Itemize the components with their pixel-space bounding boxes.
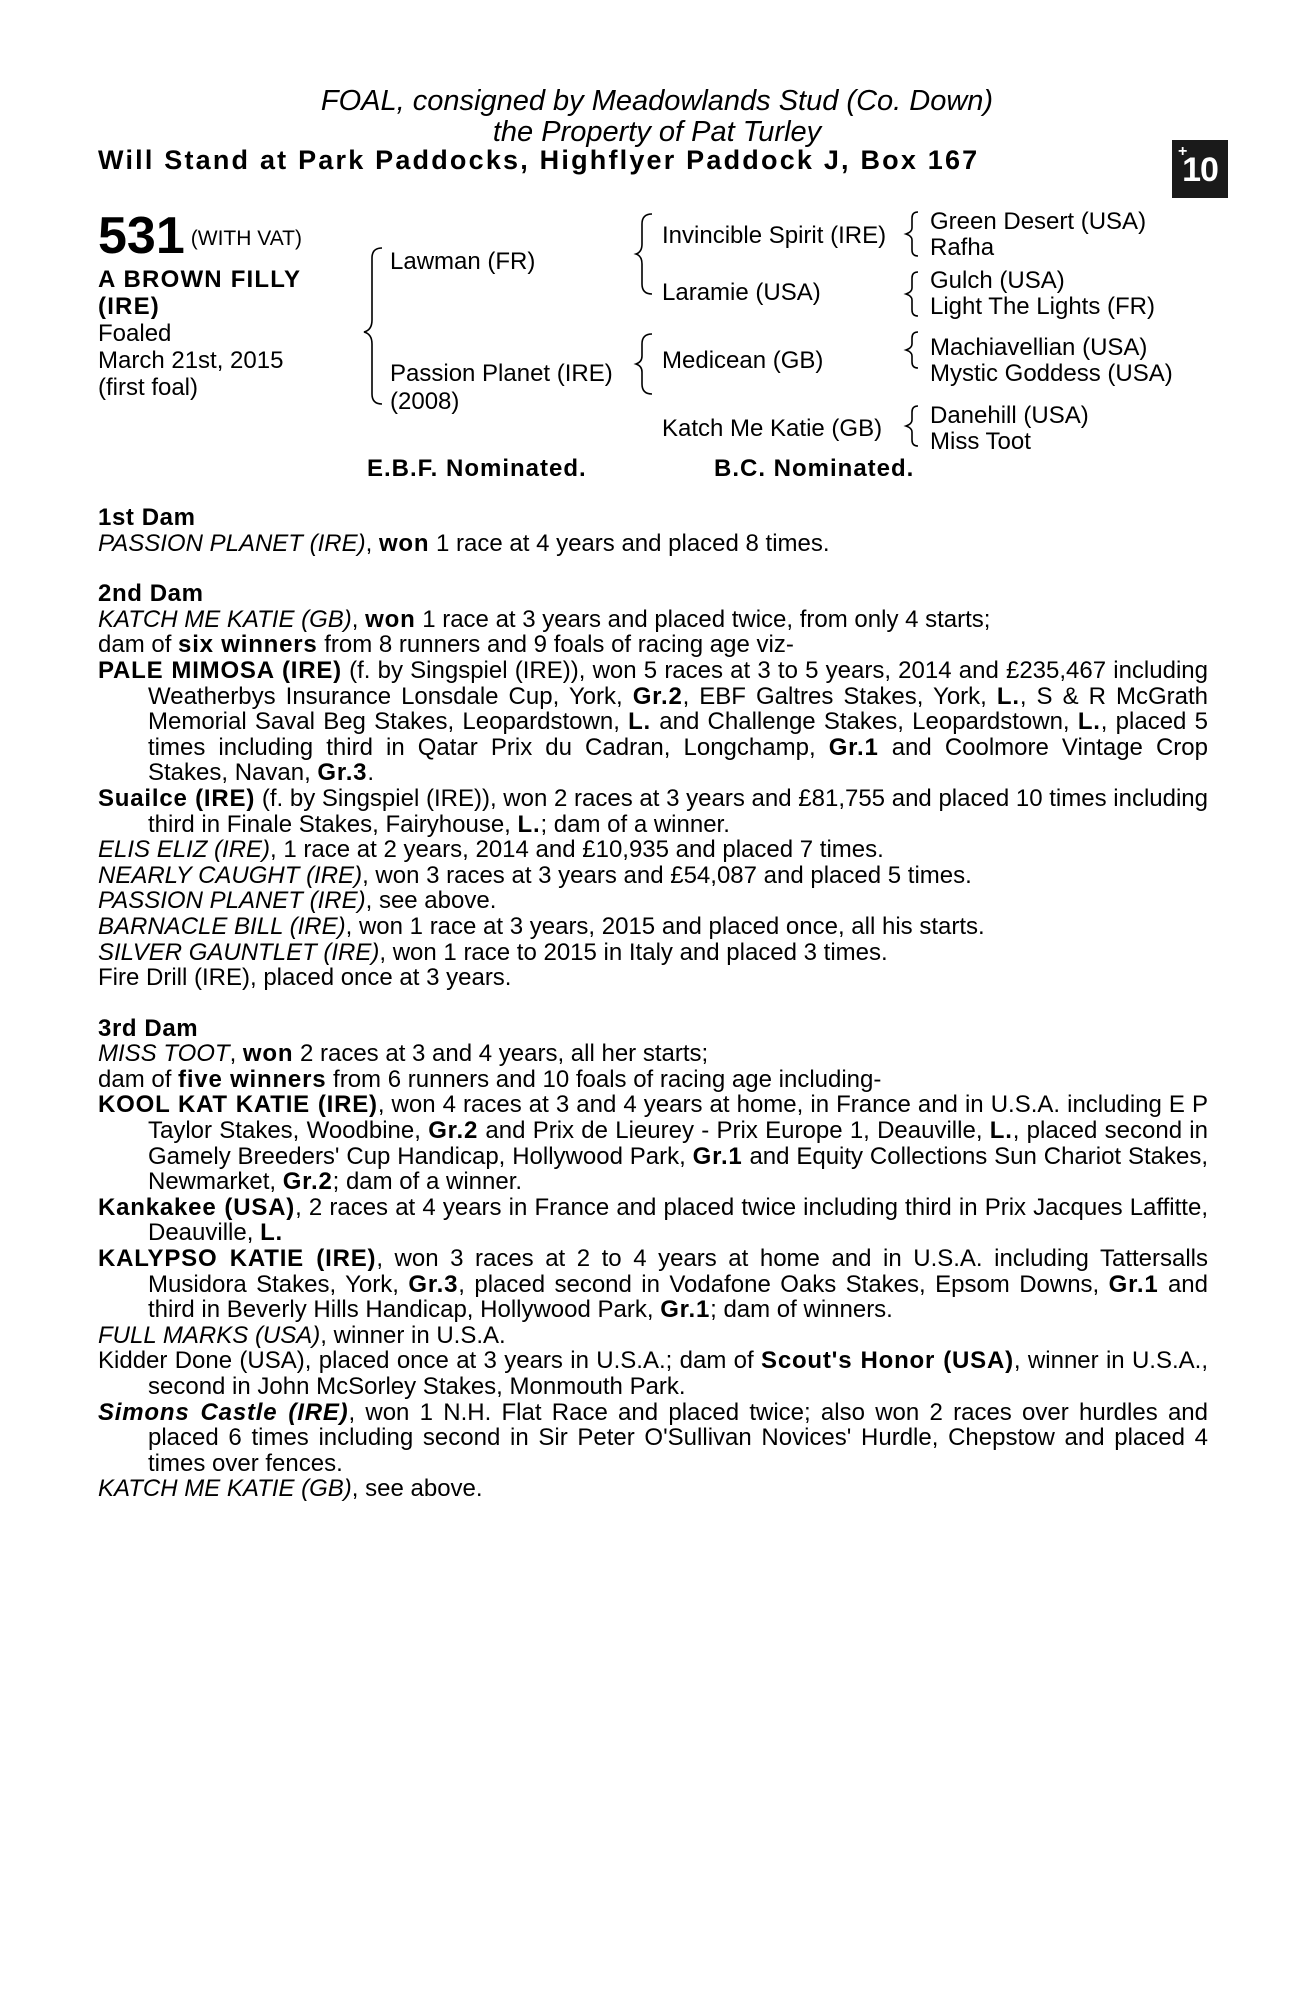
fire-drill: Fire Drill (IRE), placed once at 3 years. [98,964,512,992]
dam-dam: Katch Me Katie (GB) [662,415,883,442]
badge-number: 10 [1182,151,1218,189]
full-marks: FULL MARKS (USA), winner in U.S.A. [98,1321,506,1349]
suailce: Suailce (IRE) (f. by Singspiel (IRE)), won 2 races at 3 years and £81,755 and placed 10 times including third in Finale Stakes, Fairyhouse, L.; dam of a winner. [98,784,1209,838]
sire-dam: Laramie (USA) [662,279,821,306]
barnacle-bill: BARNACLE BILL (IRE), won 1 race at 3 years, 2015 and placed once, all his starts. [98,912,985,940]
heading-1st-dam: 1st Dam [98,504,196,531]
silver-gauntlet: SILVER GAUNTLET (IRE), won 1 race to 2015 in Italy and placed 3 times. [98,938,888,966]
passion-planet: PASSION PLANET (IRE), see above. [98,887,497,915]
dam-sire: Medicean (GB) [662,347,824,374]
pedigree-braces [0,0,1314,480]
dam1-line: PASSION PLANET (IRE), won 1 race at 4 years and placed 8 times. [98,529,830,557]
pale-mimosa: PALE MIMOSA (IRE) (f. by Singspiel (IRE)), won 5 races at 3 to 5 years, 2014 and £235,467 including Weatherbys Insurance Lonsdale Cup, York, Gr.2, EBF Galtres Stakes, York, L., S & R McGrath Memorial Saval Beg Stakes, Leopardstown, L. and Challenge Stakes, Leopardstown, L., placed 5 times including third in Qatar Prix du Cadran, Longchamp, Gr.1 and Coolmore Vintage Crop Stakes, Navan, Gr.3. [98,656,1208,787]
sds: Gulch (USA) [930,267,1065,294]
dds: Danehill (USA) [930,402,1089,429]
ddd: Miss Toot [930,428,1031,455]
dam2-line: KATCH ME KATIE (GB), won 1 race at 3 years and placed twice, from only 4 starts; [98,605,991,633]
foal-note: (first foal) [98,374,199,401]
dam3-line: MISS TOOT, won 2 races at 3 and 4 years, all her starts; [98,1040,709,1068]
katch-me-katie: KATCH ME KATIE (GB), see above. [98,1475,483,1503]
kalypso-katie: KALYPSO KATIE (IRE), won 3 races at 2 to 4 years at home and in U.S.A. including Tattersalls Musidora Stakes, York, Gr.3, placed second in Vodafone Oaks Stakes, Epsom Downs, Gr.1 and third in Beverly Hills Handicap, Hollywood Park, Gr.1; dam of winners. [98,1245,1209,1324]
ebf-nominated: E.B.F. Nominated. [367,455,587,482]
kool-kat-katie: KOOL KAT KATIE (IRE), won 4 races at 3 and 4 years at home, in France and in U.S.A. including E P Taylor Stakes, Woodbine, Gr.2 and Prix de Lieurey - Prix Europe 1, Deauville, L., placed second in Gamely Breeders' Cup Handicap, Hollywood Park, Gr.1 and Equity Collections Sun Chariot Stakes, Newmarket, Gr.2; dam of a winner. [98,1091,1208,1196]
elis-eliz: ELIS ELIZ (IRE), 1 race at 2 years, 2014 and £10,935 and placed 7 times. [98,836,884,864]
kankakee: Kankakee (USA), 2 races at 4 years in France and placed twice including third in Prix Jacques Laffitte, Deauville, L. [98,1193,1208,1247]
dam2-damof: dam of six winners from 8 runners and 9 foals of racing age viz- [98,631,794,659]
simons-castle: Simons Castle (IRE), won 1 N.H. Flat Race and placed twice; also won 2 races over hurdles and placed 6 times including second in Sir Peter O'Sullivan Novices' Hurdle, Chepstow and placed 4 times over fences. [98,1398,1209,1477]
dsd: Mystic Goddess (USA) [930,360,1173,387]
badge-plus: + [1178,143,1187,160]
heading-2nd-dam: 2nd Dam [98,580,204,608]
consignor-line: FOAL, consigned by Meadowlands Stud (Co. Down) [320,85,994,117]
lot-number: 531 (WITH VAT) [98,207,302,265]
dam-year: (2008) [390,388,460,415]
nearly-caught: NEARLY CAUGHT (IRE), won 3 races at 3 years and £54,087 and placed 5 times. [98,861,972,889]
kidder-done: Kidder Done (USA), placed once at 3 years in U.S.A.; dam of Scout's Honor (USA), winner in U.S.A., second in John McSorley Stakes, Monmouth Park. [98,1347,1208,1400]
sss: Green Desert (USA) [930,208,1147,235]
lot-title-2: (IRE) [98,293,160,320]
sire-sire: Invincible Spirit (IRE) [662,222,887,249]
sdd: Light The Lights (FR) [930,293,1155,320]
stand-line: Will Stand at Park Paddocks, Highflyer Paddock J, Box 167 [98,145,980,175]
dam: Passion Planet (IRE) [390,360,613,387]
dam3-damof: dam of five winners from 6 runners and 10 foals of racing age including- [98,1065,882,1093]
catalogue-body [98,505,1208,1502]
vat-label: (WITH VAT) [190,227,302,251]
heading-3rd-dam: 3rd Dam [98,1014,199,1042]
foaled-label: Foaled [98,320,172,347]
ssd: Rafha [930,234,995,261]
lot-title: A BROWN FILLY [98,266,302,293]
bc-nominated: B.C. Nominated. [714,455,915,482]
foaled-date: March 21st, 2015 [98,347,284,374]
dss: Machiavellian (USA) [930,334,1148,361]
property-line: the Property of Pat Turley [492,116,822,148]
sire: Lawman (FR) [390,248,536,275]
